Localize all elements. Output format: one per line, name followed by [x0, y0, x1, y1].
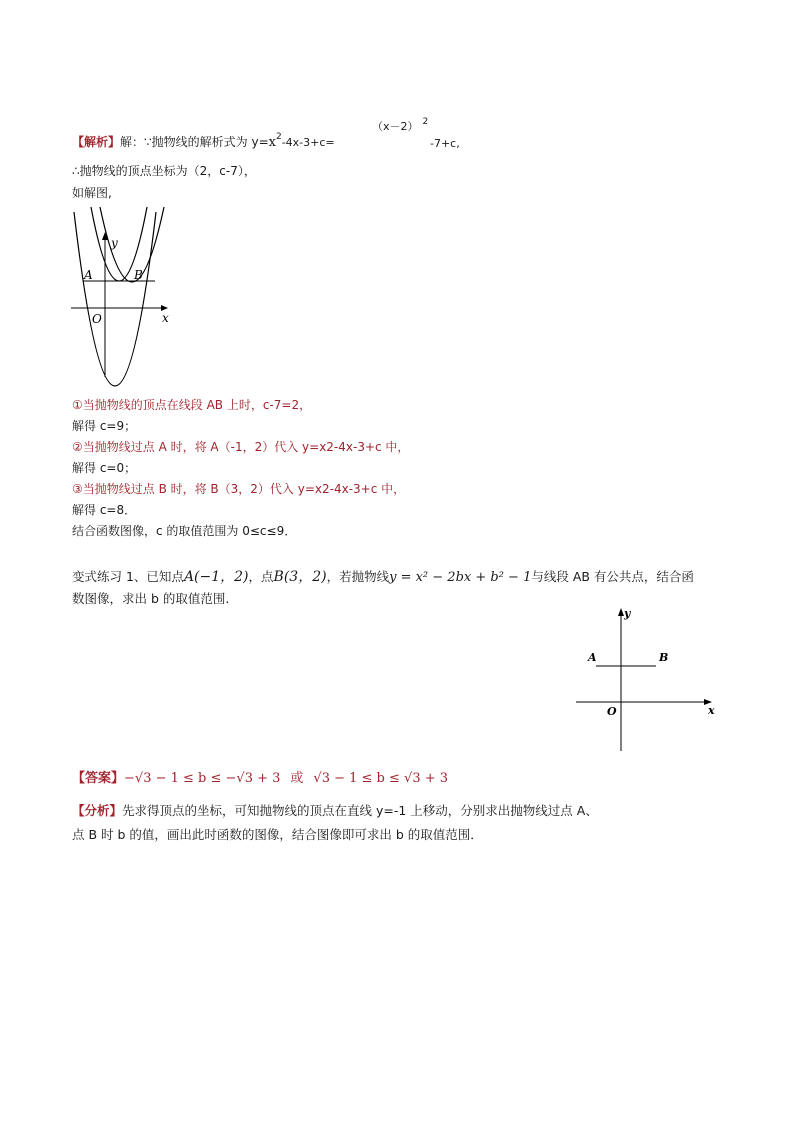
- exercise-suffix: 与线段 AB 有公共点，结合函: [531, 569, 694, 584]
- solution-heading-line: [72, 133, 335, 150]
- exercise-line-1: [72, 566, 694, 586]
- label-o: O: [92, 312, 102, 326]
- solution-conclusion: 结合函数图像，c 的取值范围为 0≤c≤9．: [72, 524, 297, 538]
- label-b: B: [659, 651, 669, 664]
- label-y: y: [624, 607, 631, 620]
- solution-intro: 解：∵抛物线的解析式为 y=: [120, 135, 269, 149]
- answer-line: [72, 767, 448, 786]
- x-term: x: [268, 135, 276, 150]
- parabola-equation: y = x² − 2bx + b² − 1: [389, 570, 532, 585]
- exponent-2b: 2: [422, 117, 429, 127]
- case-3-line-a: ③当抛物线过点 B 时，将 B（3，2）代入 y=x2-4x-3+c 中，: [72, 482, 406, 496]
- exercise-prefix: 变式练习 1、已知点: [72, 569, 184, 584]
- label-o: O: [607, 705, 617, 718]
- analysis-line-1: [72, 801, 598, 819]
- vertex-line: ∴抛物线的顶点坐标为（2，c-7），: [72, 164, 256, 178]
- case-3-line-b: 解得 c=8．: [72, 503, 137, 517]
- answer-range-2: √3 − 1 ≤ b ≤ √3 + 3: [313, 771, 449, 786]
- solution-figure: [68, 202, 178, 387]
- answer-tag: 【答案】: [72, 771, 125, 786]
- answer-range-1: −√3 − 1 ≤ b ≤ −√3 + 3: [124, 771, 281, 786]
- exercise-figure: [574, 605, 724, 753]
- label-a: A: [84, 268, 93, 282]
- exercise-cond: ，若抛物线: [326, 569, 390, 584]
- analysis-line-2: 点 B 时 b 的值，画出此时函数的图像，结合图像即可求出 b 的取值范围．: [72, 827, 483, 842]
- solution-tag: 【解析】: [72, 135, 121, 149]
- label-b: B: [134, 268, 143, 282]
- analysis-tag: 【分析】: [72, 803, 123, 818]
- parabola-c8: [100, 207, 164, 282]
- point-a: A(−1，2): [183, 569, 249, 585]
- see-figure: 如解图,: [72, 186, 112, 200]
- exercise-line-2: 数图像，求出 b 的取值范围.: [72, 591, 230, 606]
- label-x: x: [708, 704, 715, 717]
- point-b: B(3，2): [273, 569, 327, 585]
- rest-1: -4x-3+c=: [281, 136, 335, 149]
- rest-2: -7+c,: [430, 137, 460, 150]
- case-1-line-a: ①当抛物线的顶点在线段 AB 上时，c-7=2，: [72, 398, 312, 412]
- answer-or: 或: [290, 771, 304, 786]
- label-x: x: [162, 311, 169, 325]
- label-y: y: [111, 236, 118, 250]
- exercise-mid: ，点: [248, 569, 274, 584]
- label-a: A: [588, 651, 597, 664]
- exponent-2: 2: [275, 132, 282, 142]
- case-2-line-a: ②当抛物线过点 A 时，将 A（-1，2）代入 y=x2-4x-3+c 中，: [72, 440, 410, 454]
- case-2-line-b: 解得 c=0；: [72, 461, 137, 475]
- vertex-form: （x－2） $^2$: [372, 117, 429, 133]
- case-1-line-b: 解得 c=9；: [72, 419, 137, 433]
- analysis-text-1: 先求得顶点的坐标，可知抛物线的顶点在直线 y=-1 上移动，分别求出抛物线过点 A、: [122, 803, 598, 818]
